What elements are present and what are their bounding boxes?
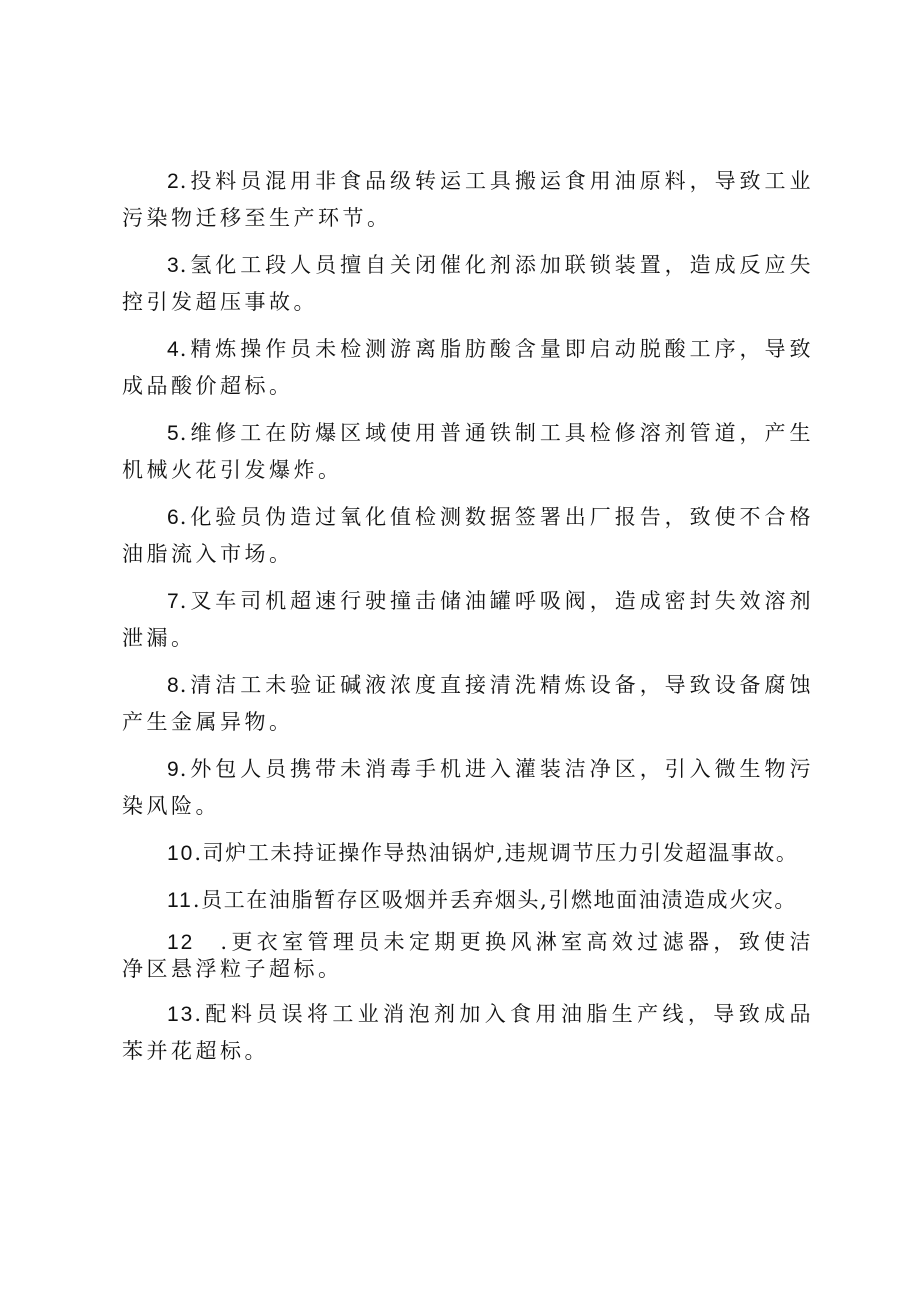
item-number: 7 bbox=[167, 590, 180, 613]
list-item bbox=[122, 247, 814, 321]
item-text: .投料员混用非食品级转运工具搬运食用油原料，导致工业污染物迁移至生产环节。 bbox=[122, 169, 814, 230]
list-item bbox=[122, 751, 814, 825]
item-number: 3 bbox=[167, 254, 180, 277]
item-text: .精炼操作员未检测游离脂肪酸含量即启动脱酸工序，导致成品酸价超标。 bbox=[122, 337, 814, 398]
item-text: .司炉工未持证操作导热油锅炉,违规调节压力引发超温事故。 bbox=[194, 841, 799, 865]
item-number: 10 bbox=[167, 842, 195, 865]
item-number: 5 bbox=[167, 422, 180, 445]
item-number: 8 bbox=[167, 674, 180, 697]
item-number: 9 bbox=[167, 758, 180, 781]
list-item bbox=[122, 415, 814, 489]
item-number: 11 bbox=[167, 889, 193, 912]
list-item bbox=[122, 331, 814, 405]
list-item bbox=[122, 835, 814, 872]
item-text: .维修工在防爆区域使用普通铁制工具检修溶剂管道，产生机械火花引发爆炸。 bbox=[122, 421, 814, 482]
list-item bbox=[122, 882, 814, 919]
item-number: 12 bbox=[167, 931, 195, 954]
item-text: .清洁工未验证碱液浓度直接清洗精炼设备，导致设备腐蚀产生金属异物。 bbox=[122, 673, 814, 734]
item-text: .员工在油脂暂存区吸烟并丢弃烟头,引燃地面油渍造成火灾。 bbox=[192, 888, 797, 912]
item-text: .更衣室管理员未定期更换风淋室高效过滤器，致使洁净区悬浮粒子超标。 bbox=[122, 930, 814, 981]
item-number: 2 bbox=[167, 170, 180, 193]
item-text: .氢化工段人员擅自关闭催化剂添加联锁装置，造成反应失控引发超压事故。 bbox=[122, 253, 814, 314]
item-text: .外包人员携带未消毒手机进入灌装洁净区，引入微生物污染风险。 bbox=[122, 757, 814, 818]
item-text: .配料员误将工业消泡剂加入食用油脂生产线，导致成品苯并花超标。 bbox=[122, 1002, 814, 1063]
list-item bbox=[122, 163, 814, 237]
item-number: 6 bbox=[167, 506, 180, 529]
list-item bbox=[122, 996, 814, 1070]
item-text: .叉车司机超速行驶撞击储油罐呼吸阀，造成密封失效溶剂泄漏。 bbox=[122, 589, 814, 650]
item-number: 13 bbox=[167, 1003, 195, 1026]
item-text: .化验员伪造过氧化值检测数据签署出厂报告，致使不合格油脂流入市场。 bbox=[122, 505, 814, 566]
item-number: 4 bbox=[167, 338, 180, 361]
list-item bbox=[122, 929, 814, 982]
list-item bbox=[122, 667, 814, 741]
document-body bbox=[122, 163, 814, 1080]
list-item bbox=[122, 583, 814, 657]
list-item bbox=[122, 499, 814, 573]
